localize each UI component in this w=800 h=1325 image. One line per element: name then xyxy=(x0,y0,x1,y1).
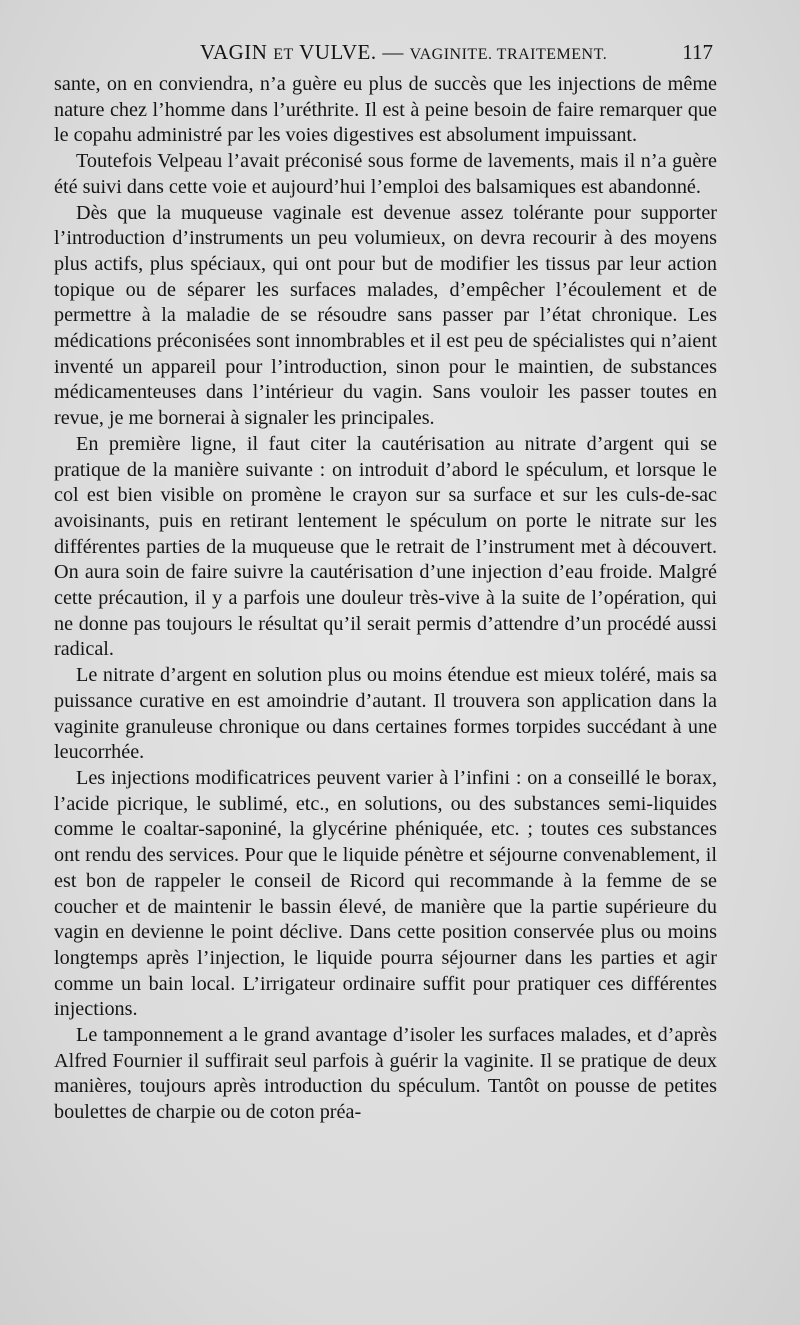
paragraph-4: En première ligne, il faut citer la cautérisation au nitrate d’argent qui se pratique de la manière suivante : on introduit d’abord le spéculum, et lorsque le col est bien visible on promène le crayon sur sa surface et sur les culs-de-sac avoisinants, puis en retirant lentement le spéculum on porte le nitrate sur les différentes parties de la muqueuse que le retrait de l’instrument met à découvert. On aura soin de faire suivre la cautérisation d’une injection d’eau froide. Malgré cette précaution, il y a parfois une douleur très-vive à la suite de l’opération, qui ne donne pas toujours le résultat qu’il serait permis d’attendre d’un procédé aussi radical. xyxy=(54,432,717,661)
running-title xyxy=(200,40,607,65)
paragraph-5: Le nitrate d’argent en solution plus ou moins étendue est mieux toléré, mais sa puissance curative en est amoindrie d’autant. Il trouvera son application dans la vaginite granuleuse chronique ou dans certaines formes torpides succédant à une leucorrhée. xyxy=(54,664,717,764)
title-et: ET xyxy=(273,46,294,63)
title-section: VAGINITE. TRAITEMENT. xyxy=(409,46,608,63)
paragraph-7: Le tamponnement a le grand avantage d’isoler les surfaces malades, et d’après Alfred Fournier il suffirait seul parfois à guérir la vaginite. Il se pratique de deux manières, toujours après introduction du spéculum. Tantôt on pousse de petites boulettes de charpie ou de coton préa- xyxy=(54,1024,717,1124)
paragraph-1: sante, on en conviendra, n’a guère eu plus de succès que les injections de même nature chez l’homme dans l’uréthrite. Il est à peine besoin de faire remarquer que le copahu administré par les voies digestives est absolument impuissant. xyxy=(54,73,717,147)
title-vagin: VAGIN xyxy=(200,40,268,64)
body-text xyxy=(54,72,717,1126)
paragraph-2: Toutefois Velpeau l’avait préconisé sous forme de lavements, mais il n’a guère été suivi dans cette voie et aujourd’hui l’emploi des balsamiques est abandonné. xyxy=(54,150,717,198)
running-header xyxy=(55,40,715,70)
title-vulve: VULVE. xyxy=(299,40,377,64)
page-number: 117 xyxy=(682,40,713,64)
title-dash: — xyxy=(382,40,404,64)
paragraph-3: Dès que la muqueuse vaginale est devenue assez tolérante pour supporter l’introduction d’instruments un peu volumieux, on devra recourir à des moyens plus actifs, plus spéciaux, qui ont pour but de modifier les tissus par leur action topique ou de séparer les surfaces malades, d’empêcher l’écoulement et de permettre à la maladie de se résoudre sans passer par l’état chronique. Les médications préconisées sont innombrables et il est peu de spécialistes qui n’aient inventé un appareil pour l’introduction, sinon pour le maintien, de substances médicamenteuses dans l’intérieur du vagin. Sans vouloir les passer toutes en revue, je me bornerai à signaler les principales. xyxy=(54,201,717,430)
paragraph-6: Les injections modificatrices peuvent varier à l’infini : on a conseillé le borax, l’acide picrique, le sublimé, etc., en solutions, ou des substances semi-liquides comme le coaltar-saponiné, la glycérine phéniquée, etc. ; toutes ces substances ont rendu des services. Pour que le liquide pénètre et séjourne convenablement, il est bon de rappeler le conseil de Ricord qui recommande à la femme de se coucher et de maintenir le bassin élevé, de manière que la partie supérieure du vagin en devienne le point déclive. Dans cette position conservée plus ou moins longtemps après l’injection, le liquide pourra séjourner dans les parties et agir comme un bain local. L’irrigateur ordinaire suffit pour pratiquer ces différentes injections. xyxy=(54,766,717,1021)
